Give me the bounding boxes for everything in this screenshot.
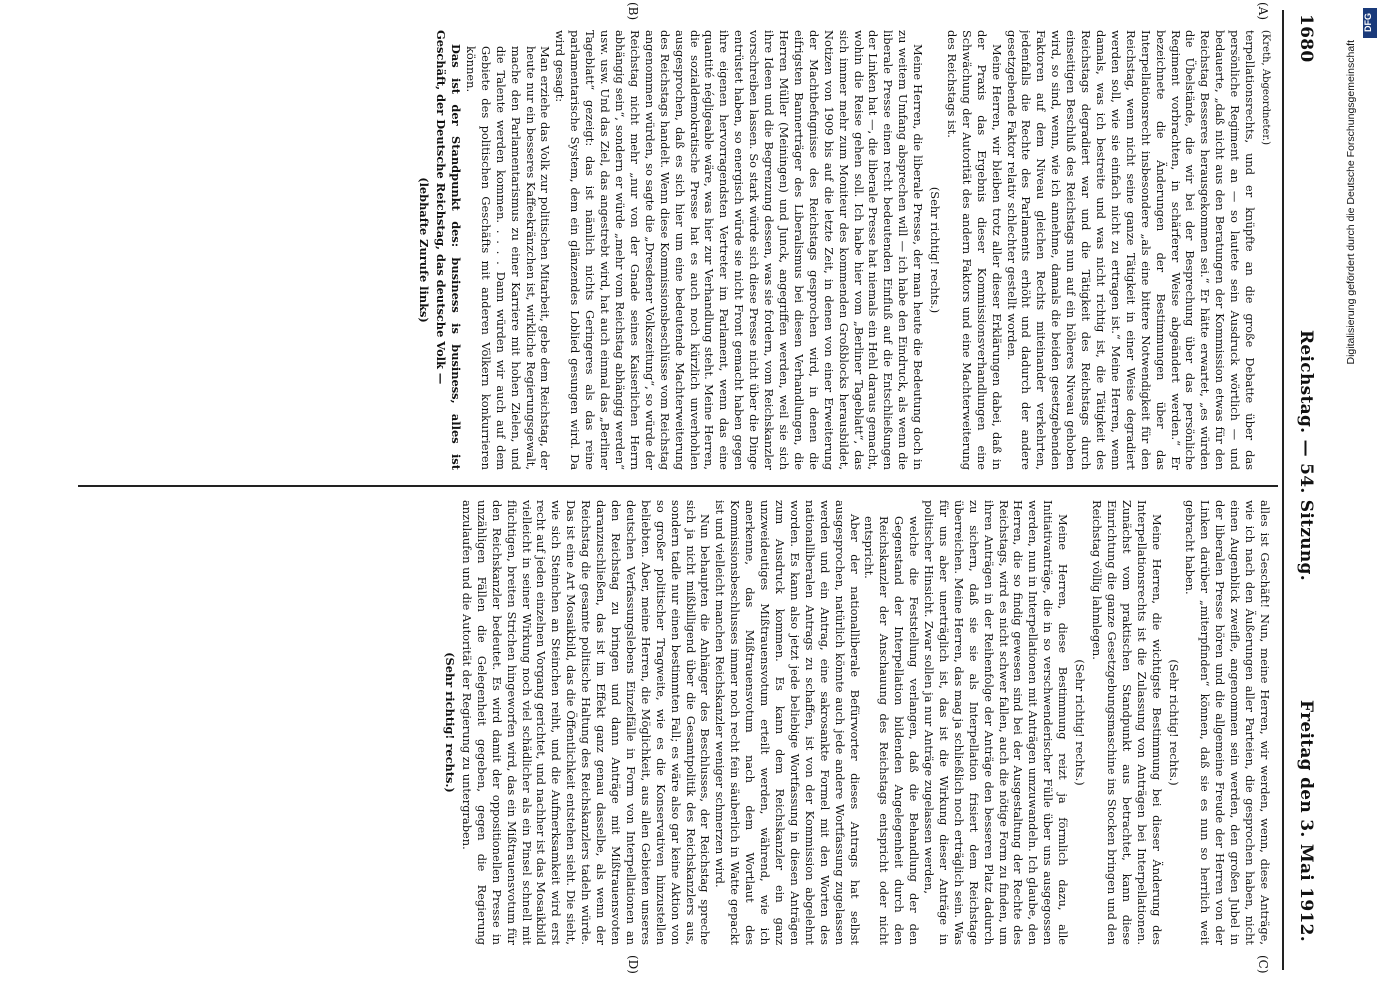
applause-note: (Sehr richtig! rechts.) (1166, 659, 1181, 786)
paragraph: Das ist der Standpunkt des: business is business, alles ist Geschäft, der Deutsche Reichstag, das deutsche Volk — (434, 30, 464, 470)
applause-note: (Sehr richtig! rechts.) (928, 186, 943, 314)
speaker-label: (Kreth, Abgeordneter.) (1260, 30, 1271, 146)
page-number: 1680 (1296, 14, 1316, 63)
paragraph: Meine Herren, diese Bestimmung reizt ja förmlich dazu, alle Initiativanträge, die in so verschwenderischer Fülle über uns ausgegossen werden, nun in Interpellationen mit Anträgen umzuwandeln. Ich glaube, den Herren, die so findig gewesen sind bei der Ausgestaltung der Rechte des Reichstags, wird es nicht schwer fallen, auch die nötige Form zu finden, um ihren Anträgen in der Reihenfolge der Anträge den besseren Platz dadurch zu sichern, daß sie sie als Interpellation frisiert dem Reichstage überreichen. Meine Herren, das mag ja schließlich noch erträglich sein. Was für uns aber unerträglich ist, das ist die Wirkung dieser Anträge in politischer Hinsicht. Zwar sollen ja nur Anträge zugelassen werden, (922, 500, 1071, 945)
paragraph: Meine Herren, wir bleiben trotz aller dieser Erklärungen dabei, daß in der Praxis das Ergebnis dieser Kommissionsverhandlungen eine Schwächung der Autorität des andern Faktors und eine Machterweiterung des Reichstags ist. (944, 30, 1004, 470)
quotation: Man erziehe das Volk zur politischen Mitarbeit, gebe dem Reichstag, der heute nur ein besseres Kaffeekränzchen ist, wirkliche Regierungsgewalt, mache den Parlamentarismus zu einer Karriere mit hohen Zielen, und die Talente werden kommen. . . . . Dann würden wir auch auf dem Gebiete des politischen Geschäfts mit anderen Völkern konkurrieren können. (463, 46, 553, 470)
applause-note: (Sehr richtig! rechts.) (443, 652, 458, 793)
right-column (82, 500, 1272, 945)
digitization-credit: Digitalisierung gefördert durch die Deutsche Forschungsgemeinschaft (1345, 40, 1357, 365)
session-header: Reichstag. — 54. Sitzung. (1296, 330, 1316, 581)
date-header: Freitag den 3. Mai 1912. (1296, 700, 1316, 942)
paragraph: terpellationsrechts, und er knüpfte an die große Debatte über das persönliche Regiment an — so lautete sein Ausdruck wörtlich — und bedauerte, „daß nicht aus den Beratungen der Kommission etwas für den Reichstag Besseres herausgekommen sei.“ Er hätte erwartet, „es würden die Übelstände, die wir bei der Besprechung über das persönliche Regiment vorbrachten, in schärferer Weise abgeändert werden.“ Er bezeichnete die Änderungen der Bestimmungen über das Interpellationsrecht insbesondere „als eine bittere Notwendigkeit für den Reichstag, wenn nicht seine ganze Tätigkeit in einer Weise degradiert werden soll, wie sie einfach nicht zu ertragen ist.“ Meine Herren, wenn damals, was ich bestreite und was nicht richtig ist, die Tätigkeit des Reichstags degradiert war und die Tätigkeit des Reichstags durch einseitigen Beschluß des Reichstags nun auf ein höheres Niveau gehoben wird, so sind, wenn, wie ich annehme, damals die beiden gesetzgebenden Faktoren auf dem Niveau gleichen Rechts miteinander verkehrten, jedenfalls die Rechte des Parlaments erhöht und dadurch der andere gesetzgebende Faktor relativ schlechter gestellt worden. (1004, 30, 1258, 470)
paragraph: Meine Herren, die wichtigste Bestimmung bei dieser Änderung des Interpellationsrechts ist die Zulassung von Anträgen bei Interpellationen. Zunächst vom praktischen Standpunkt aus betrachtet, kann diese Einrichtung die ganze Gesetzgebungsmaschine ins Stocken bringen und den Reichstag völlig lahmlegen. (1090, 500, 1164, 945)
margin-marker-c: (C) (1256, 955, 1270, 974)
margin-marker-b: (B) (626, 2, 640, 21)
left-column (82, 30, 1272, 470)
paragraph: Nun behaupten die Anhänger des Beschlusses, der Reichstag spreche sich ja nicht mißbilligend über die Gesamtpolitik des Reichskanzlers aus, sondern tadle nur einen bestimmten Fall; es wäre also gar keine Aktion von so großer politischer Tragweite, wie es die Konservativen hinzustellen beliebten. Aber, meine Herren, die Möglichkeit, aus allen Gebieten unseres deutschen Verfassungslebens Einzelfälle in Form von Interpellationen an den Reichstag zu bringen und dann Anträge mit Mißtrauensvoten daranzuschließen, das ist im Effekt ganz genau dasselbe, als wenn der Reichstag die gesamte politische Haltung des Reichskanzlers tadeln würde. Das ist eine Art Mosaikbild, das die Öffentlichkeit entstehen sieht. Die sieht, wie sich Steinchen an Steinchen reiht, und die Aufmerksamkeit wird erst recht auf jeden einzelnen Vorgang gerichtet, und nachher ist das Mosaikbild vielleicht in seiner Wirkung noch viel schädlicher als ein Pinsel schnell mit flüchtigen, breiten Strichen hingeworfen wird, das ein Mißtrauensvotum für den Reichskanzler bedeutet. Es wird damit der oppositionellen Presse in unzähligen Fällen die Gelegenheit gegeben, gegen die Regierung anzulaufen und die Autorität der Regierung zu untergraben. (459, 500, 713, 945)
margin-marker-d: (D) (626, 955, 640, 974)
header-rule (1282, 10, 1284, 970)
applause-note: (lebhafte Zurufe links) (417, 177, 432, 323)
paragraph: alles ist Geschäft! Nun, meine Herren, wir werden, wenn, diese Anträge, wie ich nach den Äußerungen aller Parteien, die gesprochen haben, nicht einen Augenblick zweifle, angenommen sein werden, den großen Jubel in der liberalen Presse hören und die allgemeine Freude der Herren von der Linken darüber „miterpfinden“ können, daß sie es nun so herrlich weit gebracht haben. (1183, 500, 1272, 945)
margin-marker-a: (A) (1256, 2, 1270, 21)
column-divider (78, 485, 1278, 487)
paragraph: Aber der nationalliberale Befürworter dieses Antrags hat selbst ausgesprochen, natürlich könnte auch jede andere Wortfassung zugelassen werden und ein Antrag, eine sakrosankte Formel mit den Worten des nationalliberalen Antrags zu schaffen, ist von der Kommission abgelehnt worden. Es kann also jetzt jede beliebige Wortfassung in diesen Anträgen zum Ausdruck kommen. Es kann dem Reichskanzler ein ganz unzweideutiges Mißtrauensvotum erteilt werden, während, wie ich anerkenne, das Mißtrauensvotum nach dem Wortlaut des Kommissionsbeschlusses immer noch recht fein säuberlich in Watte gepackt ist und vielleicht manchen Reichskanzler weniger schmerzen wird. (713, 500, 862, 945)
document-page (40, 0, 1340, 980)
paragraph: Meine Herren, die liberale Presse, der man heute die Bedeutung doch in zu weitem Umfang absprechen will — ich habe den Eindruck, als wenn die liberale Presse einen recht bedeutenden Einfluß auf die Entschließungen der Linken hat —, die liberale Presse hat niemals ein Hehl daraus gemacht, wohin die Reise gehen soll. Ich habe hier vom „Berliner Tageblatt“, das sich immer mehr zum Moniteur des kommenden Großblocks herausbildet, Notizen von 1909 bis auf die letzte Zeit, in denen von einer Erweiterung der Machtbefugnisse des Reichstags gesprochen wird, in denen die eifrigsten Bannerträger des Liberalismus bei diesen Verhandlungen, die Herren Müller (Meiningen) und Junck, angegriffen werden, weil sie sich ihre Ideen und die Begrenzung dessen, was sie fordern, vom Reichskanzler vorschreiben lassen. So stark würde sich diese Presse nicht über die Dinge entrüstet haben, so energisch würde sie nicht Front gemacht haben gegen ihre eigenen hervorragendsten Vertreter im Parlament, wenn das eine quantité négligeable wäre, was hier zur Verhandlung steht. Meine Herren, die sozialdemokratische Presse hat es auch noch kürzlich unverhohlen ausgesprochen, daß es sich hier um eine bedeutende Machterweiterung des Reichstags handelt. Wenn diese Kommissionsbeschlüsse vom Reichstag angenommen würden, so sagte die „Dresdener Volkszeitung“, so würde der Reichstag nicht mehr „nur von der Gnade seines Kaiserlichen Herrn abhängig sein“, sondern er würde „mehr vom Reichstag abhängig werden“ usw. usw. Und das Ziel, das angestrebt wird, hat auch einmal das „Berliner Tageblatt“ gezeigt: das ist nämlich nichts Geringeres als das reine parlamentarische System, dem ein glänzendes Loblied gesungen wird. Da wird gesagt: (553, 30, 926, 470)
dfg-logo: DFG (1363, 8, 1377, 38)
applause-note: (Sehr richtig! rechts.) (1073, 659, 1088, 786)
quotation: welche die Feststellung verlangen, daß die Behandlung der den Gegenstand der Interpellation bildenden Angelegenheit durch den Reichskanzler der Anschauung des Reichstags entspricht oder nicht entspricht. (862, 516, 922, 945)
